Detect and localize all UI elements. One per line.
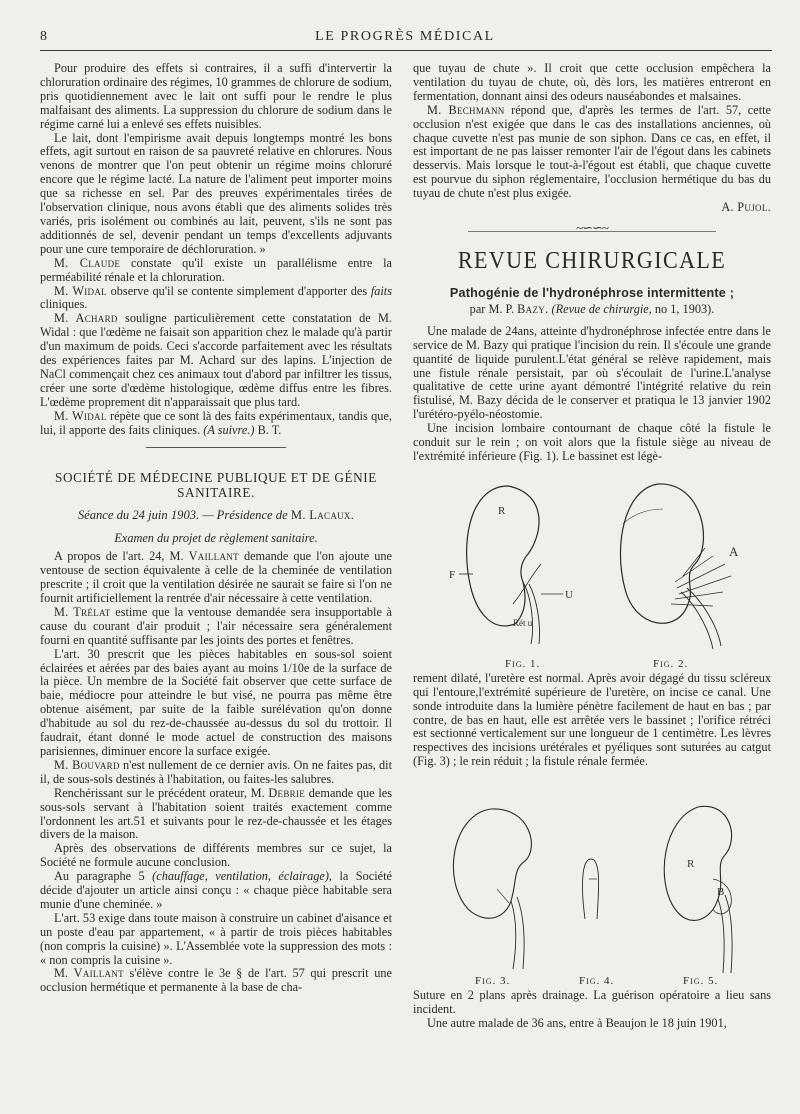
society-heading: SOCIÉTÉ DE MÉDECINE PUBLIQUE ET DE GÉNIE SANITAIRE.: [55, 470, 377, 501]
paragraph: [40, 759, 392, 787]
paragraph: [413, 104, 771, 201]
session-president: M. Lacaux.: [290, 508, 355, 523]
italic-text: (chauffage, ventilation, éclairage),: [152, 869, 332, 884]
journal-reference: (Revue de chirurgie,: [551, 301, 652, 316]
paragraph-text: demande que l'on ajoute une ventouse de section équivalente à celle de la cheminée de ventilation prescrite ; il croit que la ventilation désirée ne saurait se faire si l'on ne fournit artificiellement la rentrée d'air nécessaire à cette ventilation.: [40, 549, 392, 605]
speaker-name: M. Claude: [54, 255, 121, 270]
paragraph: [40, 787, 392, 843]
fig2-caption: Fig. 2.: [653, 657, 689, 670]
paragraph-text: souligne particulièrement cette constatation de M. Widal : que l'œdème ne faisait son apparition chez le malade qu'à partir d'un maximum de poids. Ceci s'accorde parfaitement avec les résultats des expériences faites par M. Achard sur des lapins. L'injection de NaCl commençait chez ces animaux tout d'abord par infiltrer les tissus, créer une sorte d'œdème histologique, œdème diffus entre les fibres. L'œdème proprement dit n'apparaissait que plus tard.: [40, 311, 393, 409]
right-column: [413, 62, 771, 1031]
paragraph: Après des observations de différents membres sur ce sujet, la Société ne formule aucune conclusion.: [40, 841, 392, 870]
paragraph-text: la Société décide d'ajouter un article ainsi conçu : « chaque pièce habitable sera munie d'une cheminée. »: [40, 869, 392, 911]
paragraph: [40, 257, 392, 285]
author-name: Bazy.: [517, 301, 549, 316]
fig5-label-b: B: [717, 886, 725, 899]
paragraph-text: estime que la ventouse demandée sera insupportable à cause du courant d'air produit ; l'air nécessaire sera généralement fourni en quantité suffisante par les joints des portes et fenêtres.: [40, 604, 392, 647]
fig1-label-r: R: [498, 504, 506, 517]
header-rule: [40, 50, 772, 51]
byline-text: par M. P.: [469, 301, 515, 316]
paragraph: rement dilaté, l'uretère est normal. Après avoir dégagé du tissu scléreux qui l'entoure,l'extrémité supérieure de l'uretère, on incise ce canal. Une sonde introduite dans la lumière pénètre facilement de haut en bas ; par contre, de bas en haut, elle est arrêtée vers le bassinet ; l'orifice rétréci est sectionné verticalement sur une longueur de 1 centimètre. Les lèvres respectives des incisions urétérales et pyéliques sont suturées au catgut (Fig. 3) ; le rein réduit ; la fistule rénale fermée.: [413, 670, 771, 769]
speaker-name: M. Achard: [54, 311, 118, 326]
paragraph: Une malade de 24ans, atteinte d'hydronéphrose infectée entre dans le service de M. Bazy qui pratique l'incision du rein. Il s'écoule une grande quantité de liquide purulent.L'état général se relève rapidement, mais une fistule rénale persistait, par où s'écoulait de l'urine.L'analyse qualitative de cette urine ayant démontré l'intégrité relative du rein fistulisé, M. Bazy décida de le conserver et pratiqua le 13 janvier 1902 l'urétéro-pyélo-néostomie.: [413, 323, 771, 422]
paragraph: que tuyau de chute ». Il croit que cette occlusion empêchera la ventilation du tuyau de chute, où, dès lors, les matières entreront en fermentation, donnant ainsi des odeurs nauséabondes et malsaines.: [413, 61, 771, 103]
fig1-label-f: F: [449, 568, 456, 581]
ureter-illustration: [413, 769, 771, 989]
speaker-name: M. Trélat: [54, 604, 111, 619]
paragraph-text: cliniques.: [40, 297, 88, 312]
paragraph: Suture en 2 plans après drainage. La guérison opératoire a lieu sans incident.: [413, 988, 771, 1017]
fig2-label-a: A: [729, 543, 739, 559]
left-column: [40, 62, 392, 995]
paragraph: [40, 312, 392, 409]
ornamental-divider: [413, 219, 771, 238]
fig1-label-ret: Rét u: [513, 617, 533, 628]
fig1-caption: Fig. 1.: [505, 657, 541, 670]
paragraph: Le lait, dont l'empirisme avait depuis longtemps montré les bons effets, agit surtout en raison de sa pauvreté relative en chlorures. Nous venons de montrer que l'on peut obtenir un régime moins chloruré encore que le régime lacté. La nature de l'aliment peut importer moins que sa richesse en sel. Par des preuves expérimentales tirées de l'observation clinique, nous avons établi que des aliments solides très variés, pris isolément ou combinés au lait, peuvent, s'ils ne sont pas additionnés de sel, devenir pendant un temps d'excellents adjuvants pour une cure temporaire de déchloruration. »: [40, 130, 392, 256]
paragraph: L'art. 53 exige dans toute maison à construire un cabinet d'aisance et un poste d'eau par appartement, « à partir de trois pièces habitables (non compris la cuisine) ». L'Assemblée vote la suppression des mots : « non compris la cuisine ».: [40, 910, 392, 967]
paragraph-text: n'est nullement de ce dernier avis. On ne faites pas, dit il, de sous-sols destinés à l'habitation, ou faites-les salubres.: [40, 757, 393, 786]
fig3-caption: Fig. 3.: [475, 975, 511, 988]
article-title: Pathogénie de l'hydronéphrose intermittente ;: [449, 285, 735, 300]
running-header: [40, 29, 770, 49]
session-date: Séance du 24 juin 1903. — Présidence de: [77, 508, 288, 523]
fig5-caption: Fig. 5.: [683, 975, 719, 988]
paragraph-text: Au paragraphe 5: [54, 869, 145, 884]
paragraph-text: Renchérissant sur le précédent orateur, M.: [54, 785, 265, 800]
section-title: REVUE CHIRURGICALE: [457, 247, 727, 274]
journal-title: LE PROGRÈS MÉDICAL: [315, 29, 495, 44]
speaker-name: M. Widal: [54, 408, 107, 423]
paragraph: [40, 967, 392, 995]
fig4-caption: Fig. 4.: [579, 975, 615, 988]
paragraph: [40, 285, 392, 313]
figures-3-4-5: [413, 769, 771, 989]
paragraph-text: constate qu'il existe un parallélisme entre la perméabilité rénale et la chloruration.: [40, 255, 393, 284]
paragraph: [40, 870, 392, 912]
author-signature: B. T.: [257, 422, 282, 437]
paragraph: Une autre malade de 36 ans, entre à Beaujon le 18 juin 1901,: [427, 1016, 727, 1030]
paragraph: [40, 550, 392, 606]
speaker-name: Vaillant: [188, 549, 239, 564]
paragraph-text: observe qu'il se contente simplement d'apporter des: [110, 283, 368, 298]
paragraph-text: répète que ce sont là des faits expérimentaux, tandis que, lui, il apporte des faits cliniques.: [40, 408, 392, 437]
speaker-name: Debrie: [268, 785, 306, 800]
paragraph: [40, 606, 392, 648]
paragraph-text: répond que, d'après les termes de l'art. 57, cette occlusion n'est exigée que dans le cas des installations anciennes, où chaque cuvette n'est pas munie de son siphon. Dans ce cas, en effet, il est important de ne pas laisser remonter l'air de l'égout dans les cabinets desservis. Mais lorsque le tout-à-l'égout est établi, que chaque cuvette est pourvue du siphon réglementaire, l'occlusion hermétique du bas du tuyau de chute n'est plus exigée.: [413, 102, 771, 201]
fig1-label-u: U: [565, 588, 573, 601]
byline-text: no 1, 1903).: [654, 301, 715, 316]
paragraph: Pour produire des effets si contraires, il a suffi d'intervertir la chloruration ordinaire des régimes, 10 grammes de chlorure de sodium, pris quotidiennement avec le lait ont suffi pour le rendre le plus malfaisant des aliments. La suppression du chlorure de sodium dans le régime carné lui a enlevé ses effets nuisibles.: [40, 61, 392, 131]
speaker-name: M. Bouvard: [54, 757, 120, 772]
paragraph-text: M.: [54, 966, 69, 981]
paragraph: [40, 410, 392, 438]
italic-text: faits: [370, 283, 393, 298]
author-signature: A. Pujol.: [721, 200, 771, 215]
section-divider: [146, 447, 286, 448]
paragraph-text: A propos de l'art. 24, M.: [54, 549, 184, 564]
paragraph-text: s'élève contre le 3e § de l'art. 57 qui prescrit une occlusion hermétique et permanente à la base de cha-: [40, 966, 392, 995]
speaker-name: Vaillant: [73, 966, 124, 981]
article-byline: [413, 303, 771, 317]
topic-line: Examen du projet de règlement sanitaire.: [114, 531, 318, 546]
fig5-kidney-outline: [664, 807, 731, 921]
kidney-illustration: [413, 464, 771, 672]
paragraph-text: demande que les sous-sols servant à l'habitation soient traités exactement comme l'ordonnent les art.51 et suivants pour le rez-de-chaussée et les étages divers de la maison.: [40, 785, 393, 842]
fig3-kidney-outline: [453, 809, 531, 918]
fig5-label-r: R: [687, 858, 695, 871]
speaker-name: M. Widal: [54, 283, 107, 298]
page-number: 8: [40, 29, 47, 44]
paragraph: Une incision lombaire contournant de chaque côté la fistule le conduit sur le rein ; on voit alors que la fistule siège au niveau de l'extrémité inférieure (Fig. 1). Le bassinet est légè-: [413, 421, 771, 463]
speaker-name: M. Bechmann: [427, 102, 505, 117]
paragraph: L'art. 30 prescrit que les pièces habitables en sous-sol soient éclairées et aérées par des baies ayant au moins 1/10e de la surface de la pièce. Un membre de la Société fait observer que cette surface de baie, médiocre pour atteindre le but visé, ne pourra pas même être obtenue aisément, par suite de la faible surélévation qu'on donne d'habitude au sol du rez-de-chaussée au-dessus du sol du trottoir. Il faudrait, étant donné le mode actuel de construction des maisons parisiennes, diminuer encore la surface exigée.: [40, 646, 392, 758]
divider-line: [586, 231, 716, 232]
ornament: ~∽∽~: [576, 219, 608, 235]
session-line: [40, 509, 392, 523]
figures-1-2: [413, 464, 771, 672]
to-be-continued: (A suivre.): [203, 422, 255, 437]
fig4-ureter-outline: [583, 859, 599, 919]
